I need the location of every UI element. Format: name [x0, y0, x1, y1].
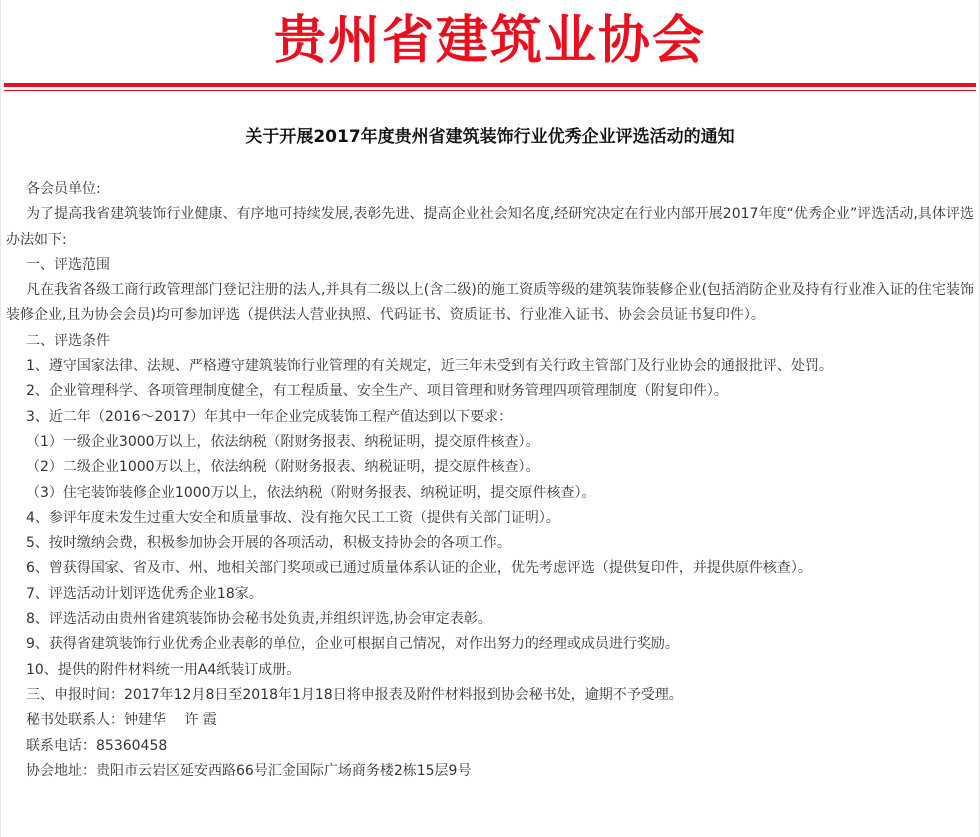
- condition-item: 1、遵守国家法律、法规、严格遵守建筑装饰行业管理的有关规定，近三年未受到有关行政主管部门及行业协会的通报批评、处罚。: [26, 358, 833, 375]
- salutation: 各会员单位:: [26, 181, 101, 197]
- condition-item: 6、曾获得国家、省及市、州、地相关部门奖项或已通过质量体系认证的企业，优先考虑评选（提供复印件，并提供原件核查）。: [26, 560, 812, 577]
- condition-subitem: （1）一级企业3000万以上，依法纳税（附财务报表、纳税证明，提交原件核查）。: [26, 433, 540, 450]
- contact-person: 秘书处联系人：钟建华 许 霞: [26, 712, 217, 729]
- notice-body: [6, 177, 974, 784]
- condition-item: 9、获得省建筑装饰行业优秀企业表彰的单位，企业可根据自己情况，对作出努力的经理或成员进行奖励。: [26, 636, 679, 653]
- notice-title: 关于开展2017年度贵州省建筑装饰行业优秀企业评选活动的通知: [245, 127, 735, 147]
- condition-item: 8、评选活动由贵州省建筑装饰协会秘书处负责,并组织评选,协会审定表彰。: [26, 611, 492, 628]
- association-address: 协会地址：贵阳市云岩区延安西路66号汇金国际广场商务楼2栋15层9号: [26, 762, 472, 779]
- condition-item: 5、按时缴纳会费，积极参加协会开展的各项活动，积极支持协会的各项工作。: [26, 535, 511, 552]
- intro-paragraph: 为了提高我省建筑装饰行业健康、有序地可持续发展,表彰先进、提高企业社会知名度,经研究决定在行业内部开展2017年度“优秀企业”评选活动,具体评选办法如下:: [6, 206, 974, 248]
- section-heading-conditions: 二、评选条件: [26, 332, 110, 349]
- section-heading-scope: 一、评选范围: [26, 256, 110, 273]
- condition-item: 3、近二年（2016～2017）年其中一年企业完成装饰工程产值达到以下要求：: [26, 408, 513, 425]
- contact-phone: 联系电话：85360458: [26, 737, 168, 754]
- header-divider-thick: [4, 83, 976, 87]
- condition-subitem: （2）二级企业1000万以上，依法纳税（附财务报表、纳税证明，提交原件核查）。: [26, 459, 540, 476]
- header-divider-thin: [4, 90, 976, 91]
- condition-item: 7、评选活动计划评选优秀企业18家。: [26, 585, 263, 602]
- masthead: [1, 0, 979, 80]
- condition-item: 4、参评年度未发生过重大安全和质量事故、没有拖欠民工工资（提供有关部门证明）。: [26, 509, 560, 526]
- org-title: 贵州省建筑业协会: [273, 11, 706, 71]
- condition-subitem: （3）住宅装饰装修企业1000万以上，依法纳税（附财务报表、纳税证明，提交原件核查）。: [26, 484, 596, 501]
- condition-item: 2、企业管理科学、各项管理制度健全，有工程质量、安全生产、项目管理和财务管理四项管理制度（附复印件）。: [26, 383, 728, 400]
- scope-paragraph: 凡在我省各级工商行政管理部门登记注册的法人,并具有二级以上(含二级)的施工资质等级的建筑装饰装修企业(包括消防企业及持有行业准入证的住宅装饰装修企业,且为协会会员)均可参加评选（提供法人营业执照、代码证书、资质证书、行业准入证书、协会会员证书复印件）。: [6, 282, 974, 324]
- condition-item: 10、提供的附件材料统一用A4纸装订成册。: [26, 661, 301, 678]
- submission-time: 三、申报时间：2017年12月8日至2018年1月18日将申报表及附件材料报到协会秘书处，逾期不予受理。: [26, 686, 683, 703]
